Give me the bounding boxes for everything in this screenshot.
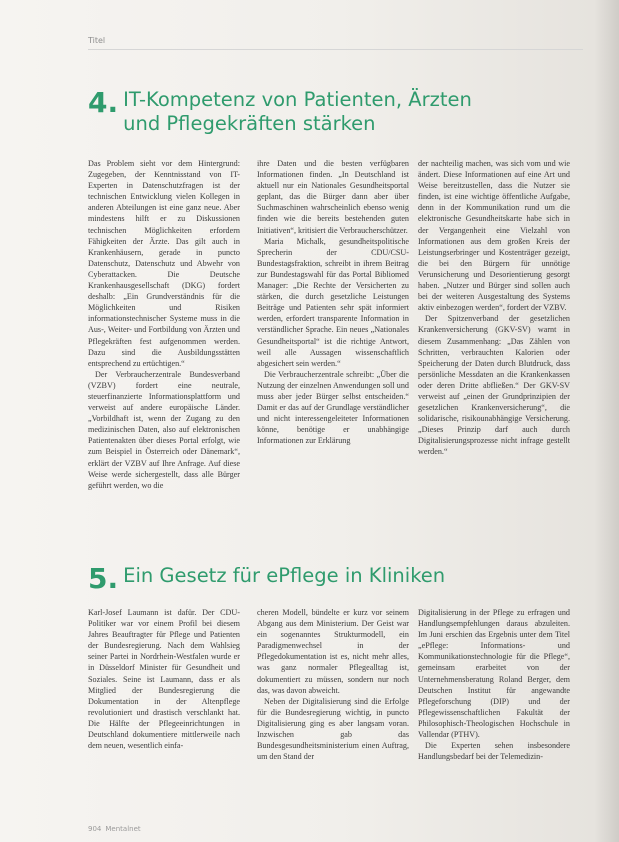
paragraph: Der Verbraucherzentrale Bundesverband (VZBV) fordert eine neutrale, steuerfinanzierte Informationsplattform und verweist auf andere europäische Länder. „Vorbildhaft ist, wenn der Zugang zu den medizinischen Daten, also auf elektronischen Patientenakten über dieses Portal erfolgt, wie zum Beispiel in Österreich oder Dänemark“, erklärt der VZBV auf Ihre Anfrage. Auf diese Weise werde sichergestellt, dass alle Bürger geführt werden, wo die <box>88 369 240 490</box>
paragraph: ihre Daten und die besten verfügbaren Informationen finden. „In Deutschland ist aktuell nur ein Nationales Gesundheitsportal geplant, das die Bürger dann aber über Suchmaschinen wahrscheinlich ebenso wenig finden wie die bereits bestehenden guten Initiativen“, kritisiert die Verbraucherschützer. <box>257 159 409 235</box>
paragraph: Die Verbraucherzentrale schreibt: „Über die Nutzung der einzelnen Anwendungen soll und muss aber jeder Bürger selbst entscheiden.“ Damit er das auf der Grundlage verständlicher und nicht interessengeleiteter Informationen könne, benötige er unabhängige Informationen zur Erklärung <box>257 369 409 446</box>
section-4-heading <box>88 86 483 136</box>
paragraph: Das Problem sieht vor dem Hintergrund: Zugegeben, der Kenntnisstand von IT-Experten in Datenschutzfragen ist der technischen Entwicklung vielen Kollegen in anderen Abteilungen ist eine ganz neue. Aber mindestens hilft er zu Diskussionen technischen Möglichkeiten erfordern Fähigkeiten der Ärzte. Das gilt auch in Krankenhäusern, gerade in puncto Datenschutz, Datenschutz und Abwehr von Cyberattacken. Die Deutsche Krankenhausgesellschaft (DKG) fordert deshalb: „Ein Grundverständnis für die Möglichkeiten und Risiken informationstechnischer Systeme muss in die Aus-, Weiter- und Fortbildung von Ärzten und Pflegekräften fest aufgenommen werden. Dazu sind die Ausbildungsstätten entsprechend zu ertüchtigen.“ <box>88 159 240 368</box>
section-5-column-3 <box>418 607 570 822</box>
paragraph: der nachteilig machen, was sich vom und wie ändert. Diese Informationen auf eine Art und Weise bereitzustellen, dass die Nutzer sie finden, ist eine wichtige öffentliche Aufgabe, denn in der Kommunikation rund um die elektronische Gesundheitskarte habe sich in der Vergangenheit eine Vielzahl von Informationen aus dem großen Kreis der Leistungserbringer und Kostenträger gezeigt, die bei den Bürgern für unnötige Verunsicherung und Desorientierung gesorgt haben. „Nutzer und Bürger sind sollen auch bei der weiteren Ausgestaltung des Systems aktiv einbezogen werden“, fordert der VZBV. <box>418 159 570 313</box>
section-4-column-2 <box>257 158 409 540</box>
section-5-column-2 <box>257 607 409 822</box>
header-divider <box>88 49 583 50</box>
journal-name: Mentalnet <box>105 825 141 833</box>
section-4-column-1 <box>88 158 240 540</box>
page-footer <box>88 825 141 833</box>
paragraph: cheren Modell, bündelte er kurz vor seinem Abgang aus dem Ministerium. Der Geist war ein sogenanntes Strukturmodell, ein Paradigmenwechsel in der Pflegedokumentation ist es, nicht mehr alles, was ganz normaler Pflegealltag ist, dokumentiert zu müssen, sondern nur noch das, was davon abweicht. <box>257 608 409 695</box>
paragraph: Digitalisierung in der Pflege zu erfragen und Handlungsempfehlungen daraus abzuleiten. Im Juni erschien das Ergebnis unter dem Titel „ePflege: Informations- und Kommunikationstechnologie für die Pflege“, gemeinsam erarbeitet von der Unternehmensberatung Roland Berger, dem Deutschen Institut für angewandte Pflegeforschung (DIP) und der Pflegewissenschaftlichen Fakultät der Philosophisch-Theologischen Hochschule in Vallendar (PTHV). <box>418 608 570 740</box>
section-4-number: 4. <box>88 86 119 119</box>
paragraph: Neben der Digitalisierung sind die Erfolge für die Bundesregierung wichtig, in puncto Digitalisierung ging es aber langsam voran. Inzwischen gab das Bundesgesundheitsministerium einen Auftrag, um den Stand der <box>257 696 409 762</box>
section-5-column-1 <box>88 607 240 822</box>
paragraph: Die Experten sehen insbesondere Handlungsbedarf bei der Telemedizin- <box>418 741 570 762</box>
paragraph: Der Spitzenverband der gesetzlichen Krankenversicherung (GKV-SV) warnt in diesem Zusammenhang: „Das Zählen von Schritten, verbrauchten Kalorien oder Speicherung der Daten durch Blutdruck, dass persönliche Messdaten an die Krankenkassen oder deren Dritte abfließen.“ Der GKV-SV verweist auf „einen der Grundprinzipien der gesetzlichen Krankenversicherung“, die solidarische, risikounabhängige Versicherung. „Dieses Prinzip darf auch durch Digitalisierungsprozesse nicht infrage gestellt werden.“ <box>418 314 570 457</box>
paragraph: Karl-Josef Laumann ist dafür. Der CDU-Politiker war vor einem Profil bei diesem Jahres Beauftragter für Pflege und Patienten der Bundesregierung. Nach dem Wahlsieg seiner Partei in Nordrhein-Westfalen wurde er in Düsseldorf Minister für Gesundheit und Soziales. Seine ist Laumann, dass er als Mitglied der Bundesregierung die Dokumentation in der Altenpflege revolutioniert und drastisch verschlankt hat. Die Hälfte der Pflegeeinrichtungen in Deutschland dokumentiere mittlerweile nach dem neuen, wesentlich einfa- <box>88 608 240 751</box>
section-5-heading <box>88 562 445 595</box>
running-header: Titel <box>88 36 106 45</box>
section-4-column-3 <box>418 158 570 518</box>
section-4-title: IT-Kompetenz von Patienten, Ärzten und Pflegekräften stärken <box>123 88 472 135</box>
section-5-title: Ein Gesetz für ePflege in Kliniken <box>123 564 446 587</box>
paragraph: Maria Michalk, gesundheitspolitische Sprecherin der CDU/CSU-Bundestagsfraktion, schreibt in ihrem Beitrag zur Bundestagswahl für das Portal Bibliomed Manager: „Die Rechte der Versicherten zu stärken, die durch gesetzliche Leistungen Beiträge und Patienten sehr spät informiert werden, erfordert transparente Information in verständlicher Sprache. Ein neues „Nationales Gesundheitsportal“ ist die richtige Antwort, weil alle Aussagen wissenschaftlich abgesichert sein werden.“ <box>257 236 409 368</box>
section-5-number: 5. <box>88 562 119 595</box>
page-number: 904 <box>88 825 102 833</box>
